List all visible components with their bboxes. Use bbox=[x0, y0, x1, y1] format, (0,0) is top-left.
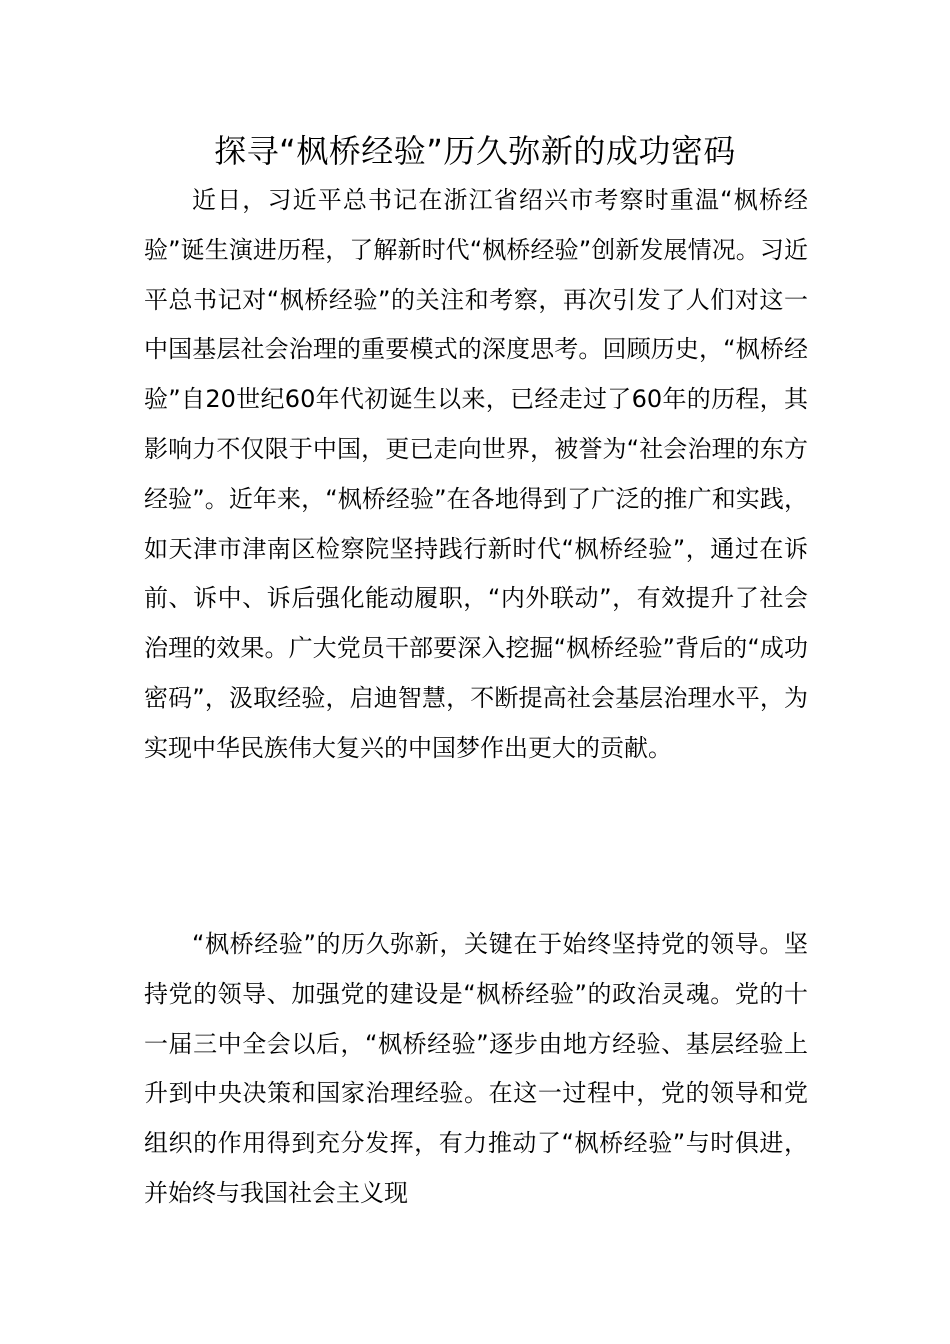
document-title: 探寻“枫桥经验”历久弥新的成功密码 bbox=[214, 132, 736, 170]
paragraph-2: “枫桥经验”的历久弥新，关键在于始终坚持党的领导。坚持党的领导、加强党的建设是“枫桥经验”的政治灵魂。党的十一届三中全会以后，“枫桥经验”逐步由地方经验、基层经验上升到中央决策和国家治理经验。在这一过程中，党的领导和党组织的作用得到充分发挥，有力推动了“枫桥经验”与时俱进，并始终与我国社会主义现 bbox=[144, 930, 808, 1207]
paragraph-1: 近日，习近平总书记在浙江省绍兴市考察时重温“枫桥经验”诞生演进历程，了解新时代“枫桥经验”创新发展情况。习近平总书记对“枫桥经验”的关注和考察，再次引发了人们对这一中国基层社会治理的重要模式的深度思考。回顾历史，“枫桥经验”自20世纪60年代初诞生以来，已经走过了60年的历程，其影响力不仅限于中国，更已走向世界，被誉为“社会治理的东方经验”。近年来，“枫桥经验”在各地得到了广泛的推广和实践，如天津市津南区检察院坚持践行新时代“枫桥经验”，通过在诉前、诉中、诉后强化能动履职，“内外联动”，有效提升了社会治理的效果。广大党员干部要深入挖掘“枫桥经验”背后的“成功密码”，汲取经验，启迪智慧，不断提高社会基层治理水平，为实现中华民族伟大复兴的中国梦作出更大的贡献。 bbox=[144, 186, 808, 762]
